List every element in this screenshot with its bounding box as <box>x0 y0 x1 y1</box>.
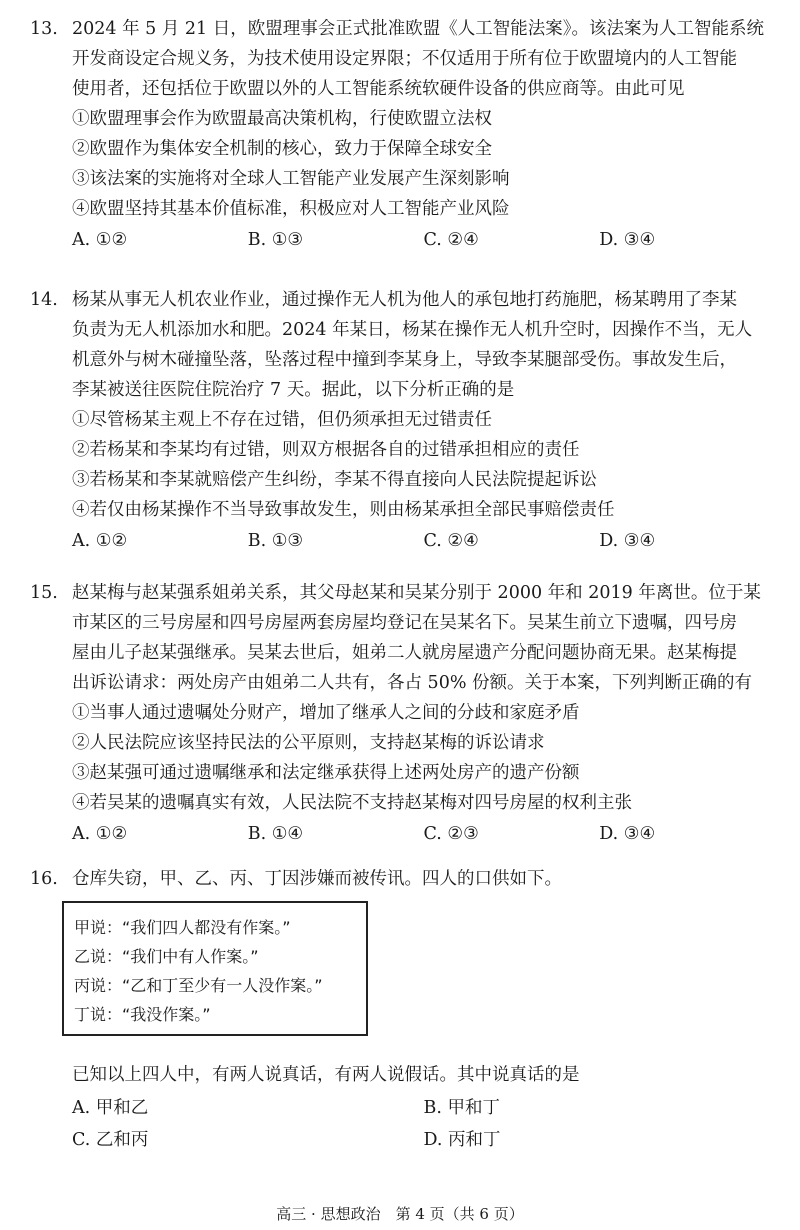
statement: ④若仅由杨某操作不当导致事故发生，则由杨某承担全部民事赔偿责任 <box>72 500 615 520</box>
question-16-prompt: 已知以上四人中，有两人说真话，有两人说假话。其中说真话的是 <box>72 1065 580 1085</box>
choice-d[interactable]: D. ③④ <box>599 824 656 844</box>
question-15-first-line <box>30 578 775 608</box>
question-16 <box>30 864 775 894</box>
statement: ②欧盟作为集体安全机制的核心，致力于保障全球安全 <box>72 139 492 159</box>
choice-b[interactable]: B. 甲和丁 <box>423 1098 500 1118</box>
page-footer: 高三 · 思想政治 第 4 页（共 6 页） <box>276 1205 524 1223</box>
question-text: 市某区的三号房屋和四号房屋两套房屋均登记在吴某名下。吴某生前立下遗嘱，四号房 <box>72 613 737 633</box>
choice-d[interactable]: D. ③④ <box>599 531 656 551</box>
choice-b[interactable]: B. ①③ <box>247 230 304 250</box>
question-16-first-line <box>30 864 775 894</box>
choice-a[interactable]: A. ①② <box>72 230 128 250</box>
testimony-box <box>62 901 368 1036</box>
statement: ①当事人通过遗嘱处分财产，增加了继承人之间的分歧和家庭矛盾 <box>72 703 580 723</box>
question-text: 出诉讼请求：两处房产由姐弟二人共有，各占 50% 份额。关于本案，下列判断正确的有 <box>72 673 753 693</box>
choice-d[interactable]: D. 丙和丁 <box>423 1130 501 1150</box>
question-13 <box>30 14 775 256</box>
choice-a[interactable]: A. ①② <box>72 824 128 844</box>
statement: ③该法案的实施将对全球人工智能产业发展产生深刻影响 <box>72 169 510 189</box>
statement: ①欧盟理事会作为欧盟最高决策机构，行使欧盟立法权 <box>72 109 492 129</box>
choice-c[interactable]: C. ②④ <box>423 230 479 250</box>
testimony-yi: 乙说：“我们中有人作案。” <box>74 947 259 966</box>
question-number: 14. <box>30 290 58 310</box>
question-text: 机意外与树木碰撞坠落，坠落过程中撞到李某身上，导致李某腿部受伤。事故发生后， <box>72 350 737 370</box>
question-number: 13. <box>30 19 58 39</box>
question-14 <box>30 285 775 557</box>
choice-c[interactable]: C. ②③ <box>423 824 479 844</box>
choice-a[interactable]: A. 甲和乙 <box>72 1098 149 1118</box>
question-text: 使用者，还包括位于欧盟以外的人工智能系统软硬件设备的供应商等。由此可见 <box>72 79 685 99</box>
question-15 <box>30 578 775 850</box>
question-text: 开发商设定合规义务，为技术使用设定界限；不仅适用于所有位于欧盟境内的人工智能 <box>72 49 737 69</box>
statement: ①尽管杨某主观上不存在过错，但仍须承担无过错责任 <box>72 410 492 430</box>
question-14-first-line <box>30 285 775 315</box>
choice-c[interactable]: C. 乙和丙 <box>72 1130 149 1150</box>
question-13-first-line <box>30 14 775 44</box>
answer-choices <box>30 525 775 557</box>
statement: ②人民法院应该坚持民法的公平原则，支持赵某梅的诉讼请求 <box>72 733 545 753</box>
statement: ③若杨某和李某就赔偿产生纠纷，李某不得直接向人民法院提起诉讼 <box>72 470 597 490</box>
testimony-ding: 丁说：“我没作案。” <box>74 1005 211 1024</box>
question-text: 杨某从事无人机农业作业，通过操作无人机为他人的承包地打药施肥，杨某聘用了李某 <box>72 290 737 310</box>
answer-choices-row-2 <box>30 1124 775 1156</box>
choice-a[interactable]: A. ①② <box>72 531 128 551</box>
choice-b[interactable]: B. ①③ <box>247 531 304 551</box>
question-text: 2024 年 5 月 21 日，欧盟理事会正式批准欧盟《人工智能法案》。该法案为人工智能系统 <box>72 19 764 39</box>
question-text: 屋由儿子赵某强继承。吴某去世后，姐弟二人就房屋遗产分配问题协商无果。赵某梅提 <box>72 643 737 663</box>
statement: ②若杨某和李某均有过错，则双方根据各自的过错承担相应的责任 <box>72 440 580 460</box>
question-text: 负责为无人机添加水和肥。2024 年某日，杨某在操作无人机升空时，因操作不当，无人 <box>72 320 753 340</box>
answer-choices-row-1 <box>30 1092 775 1124</box>
testimony-jia: 甲说：“我们四人都没有作案。” <box>74 918 291 937</box>
choice-c[interactable]: C. ②④ <box>423 531 479 551</box>
question-text: 李某被送往医院住院治疗 7 天。据此，以下分析正确的是 <box>72 380 515 400</box>
question-text: 仓库失窃，甲、乙、丙、丁因涉嫌而被传讯。四人的口供如下。 <box>72 869 562 889</box>
testimony-bing: 丙说：“乙和丁至少有一人没作案。” <box>74 976 323 995</box>
choice-b[interactable]: B. ①④ <box>247 824 304 844</box>
question-16-choices <box>30 1092 775 1156</box>
statement: ③赵某强可通过遗嘱继承和法定继承获得上述两处房产的遗产份额 <box>72 763 580 783</box>
statement: ④欧盟坚持其基本价值标准，积极应对人工智能产业风险 <box>72 199 510 219</box>
question-number: 16. <box>30 869 58 889</box>
answer-choices <box>30 224 775 256</box>
answer-choices <box>30 818 775 850</box>
question-text: 赵某梅与赵某强系姐弟关系，其父母赵某和吴某分别于 2000 年和 2019 年离世。位于某 <box>72 583 761 603</box>
choice-d[interactable]: D. ③④ <box>599 230 656 250</box>
statement: ④若吴某的遗嘱真实有效，人民法院不支持赵某梅对四号房屋的权利主张 <box>72 793 632 813</box>
question-number: 15. <box>30 583 58 603</box>
